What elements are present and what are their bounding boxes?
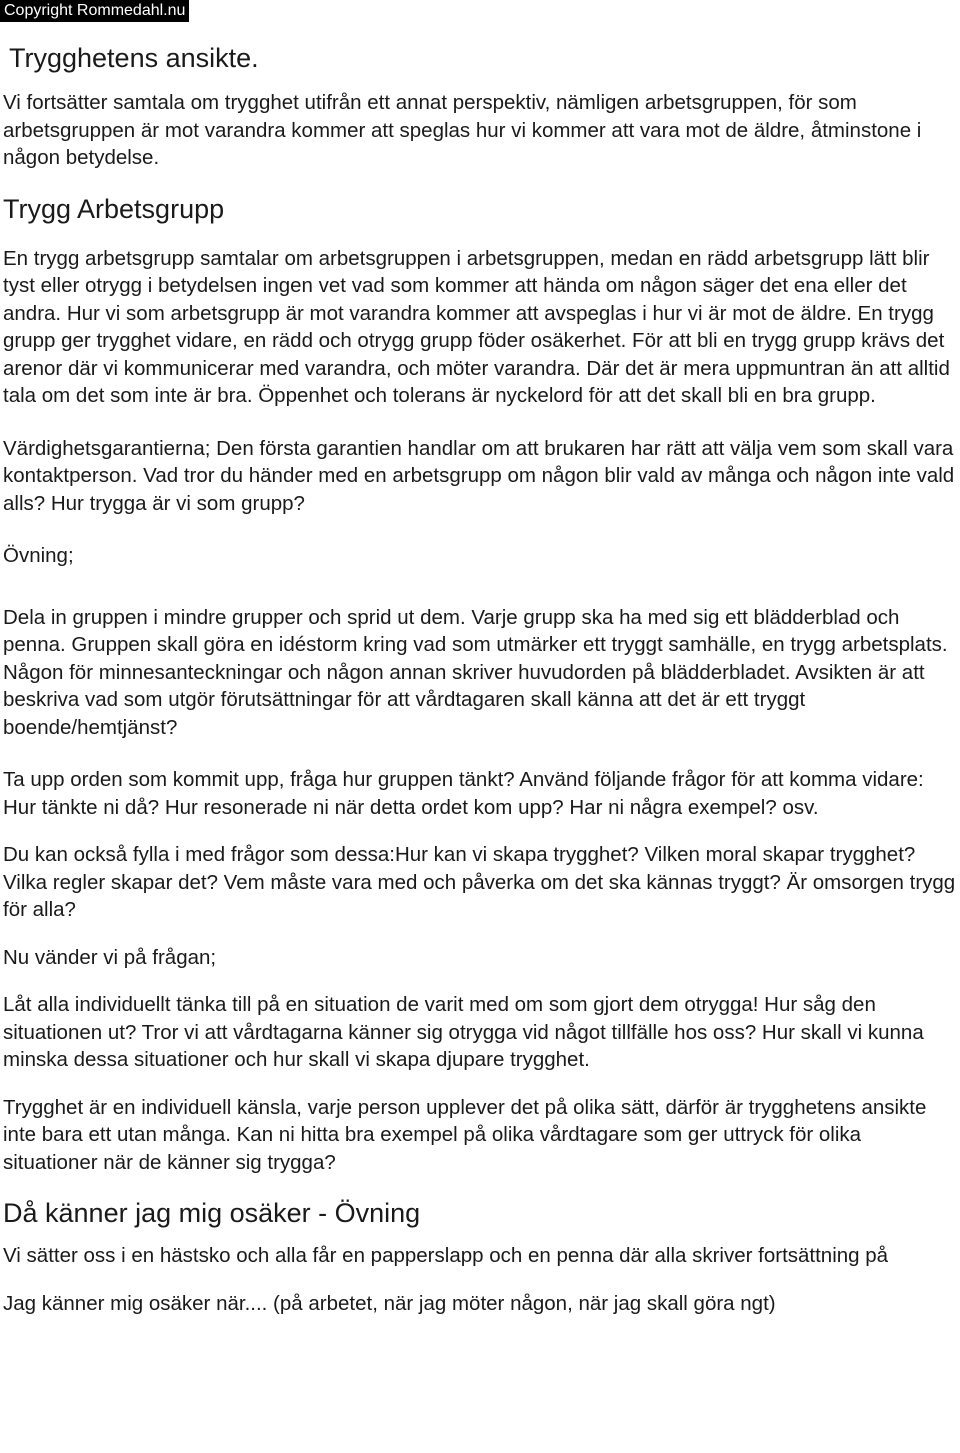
paragraph-osaker-prompt: Jag känner mig osäker när.... (på arbetet, när jag möter någon, när jag skall göra ngt) [3, 1291, 776, 1315]
paragraph-follow-up-questions: Ta upp orden som kommit upp, fråga hur gruppen tänkt? Använd följande frågor för att komma vidare: Hur tänkte ni då? Hur resonerade ni när detta ordet kom upp? Har ni några exempel? osv. [3, 768, 924, 819]
section-heading-osaker-ovning: Då känner jag mig osäker - Övning [3, 1198, 421, 1228]
paragraph-arbetsgrupp: En trygg arbetsgrupp samtalar om arbetsgruppen i arbetsgruppen, medan en rädd arbetsgrupp lätt blir tyst eller otrygg i betydelsen ingen vet vad som kommer att hända om någon säger det ena eller det andra. Hur vi som arbetsgrupp är mot varandra kommer att avspeglas i hur vi är mot de äldre. En trygg grupp ger trygghet vidare, en rädd och otrygg grupp föder osäkerhet. För att bli en trygg grupp krävs det arenor där vi kommunicerar med varandra, och möter varandra. Där det är mera uppmuntran än att alltid tala om det som inte är bra. Öppenhet och tolerans är nyckelord för att det skall bli en bra grupp. [3, 246, 950, 407]
section-heading-trygg-arbetsgrupp: Trygg Arbetsgrupp [3, 193, 225, 224]
intro-paragraph: Vi fortsätter samtala om trygghet utifrån ett annat perspektiv, nämligen arbetsgruppen, för som arbetsgruppen är mot varandra kommer att speglas hur vi kommer att vara mot de äldre, åtminstone i någon betydelse. [3, 91, 922, 169]
paragraph-individual-reflection: Låt alla individuellt tänka till på en situation de varit med om som gjort dem otrygga! Hur såg den situationen ut? Tror vi att vårdtagarna känner sig otrygga vid något tillfälle hos oss? Hur skall vi kunna minska dessa situationer och hur skall vi skapa djupare trygghet. [3, 993, 924, 1071]
page-title: Trygghetens ansikte. [9, 43, 259, 73]
paragraph-individual-feeling: Trygghet är en individuell känsla, varje person upplever det på olika sätt, därför är trygghetens ansikte inte bara ett utan många. Kan ni hitta bra exempel på olika vårdtagare som ger uttryck för olika situationer när de känner sig trygga? [3, 1095, 927, 1174]
paragraph-exercise-instructions: Dela in gruppen i mindre grupper och sprid ut dem. Varje grupp ska ha med sig ett blädderblad och penna. Gruppen skall göra en idéstorm kring vad som utmärker ett tryggt samhälle, en trygg arbetsplats. Någon för minnesanteckningar och någon annan skriver huvudorden på blädderbladet. Avsikten är att beskriva vad som utgör förutsättningar för att vårdtagaren skall känna att det är ett tryggt boende/hemtjänst? [3, 605, 948, 739]
document-body [3, 41, 958, 1317]
paragraph-vardighetsgarantier: Värdighetsgarantierna; Den första garantien handlar om att brukaren har rätt att välja vem som skall vara kontaktperson. Vad tror du händer med en arbetsgrupp om någon blir vald av många och någon inte vald alls? Hur trygga är vi som grupp? [3, 436, 955, 515]
paragraph-hastsko: Vi sätter oss i en hästsko och alla får en papperslapp och en penna där alla skriver fortsättning på [3, 1244, 889, 1267]
copyright-label: Copyright Rommedahl.nu [0, 0, 189, 22]
paragraph-additional-questions: Du kan också fylla i med frågor som dessa:Hur kan vi skapa trygghet? Vilken moral skapar trygghet? Vilka regler skapar det? Vem måste vara med och påverka om det ska kännas tryggt? Är omsorgen trygg för alla? [3, 843, 956, 921]
exercise-label: Övning; [3, 544, 74, 567]
paragraph-turn-question: Nu vänder vi på frågan; [3, 945, 217, 969]
